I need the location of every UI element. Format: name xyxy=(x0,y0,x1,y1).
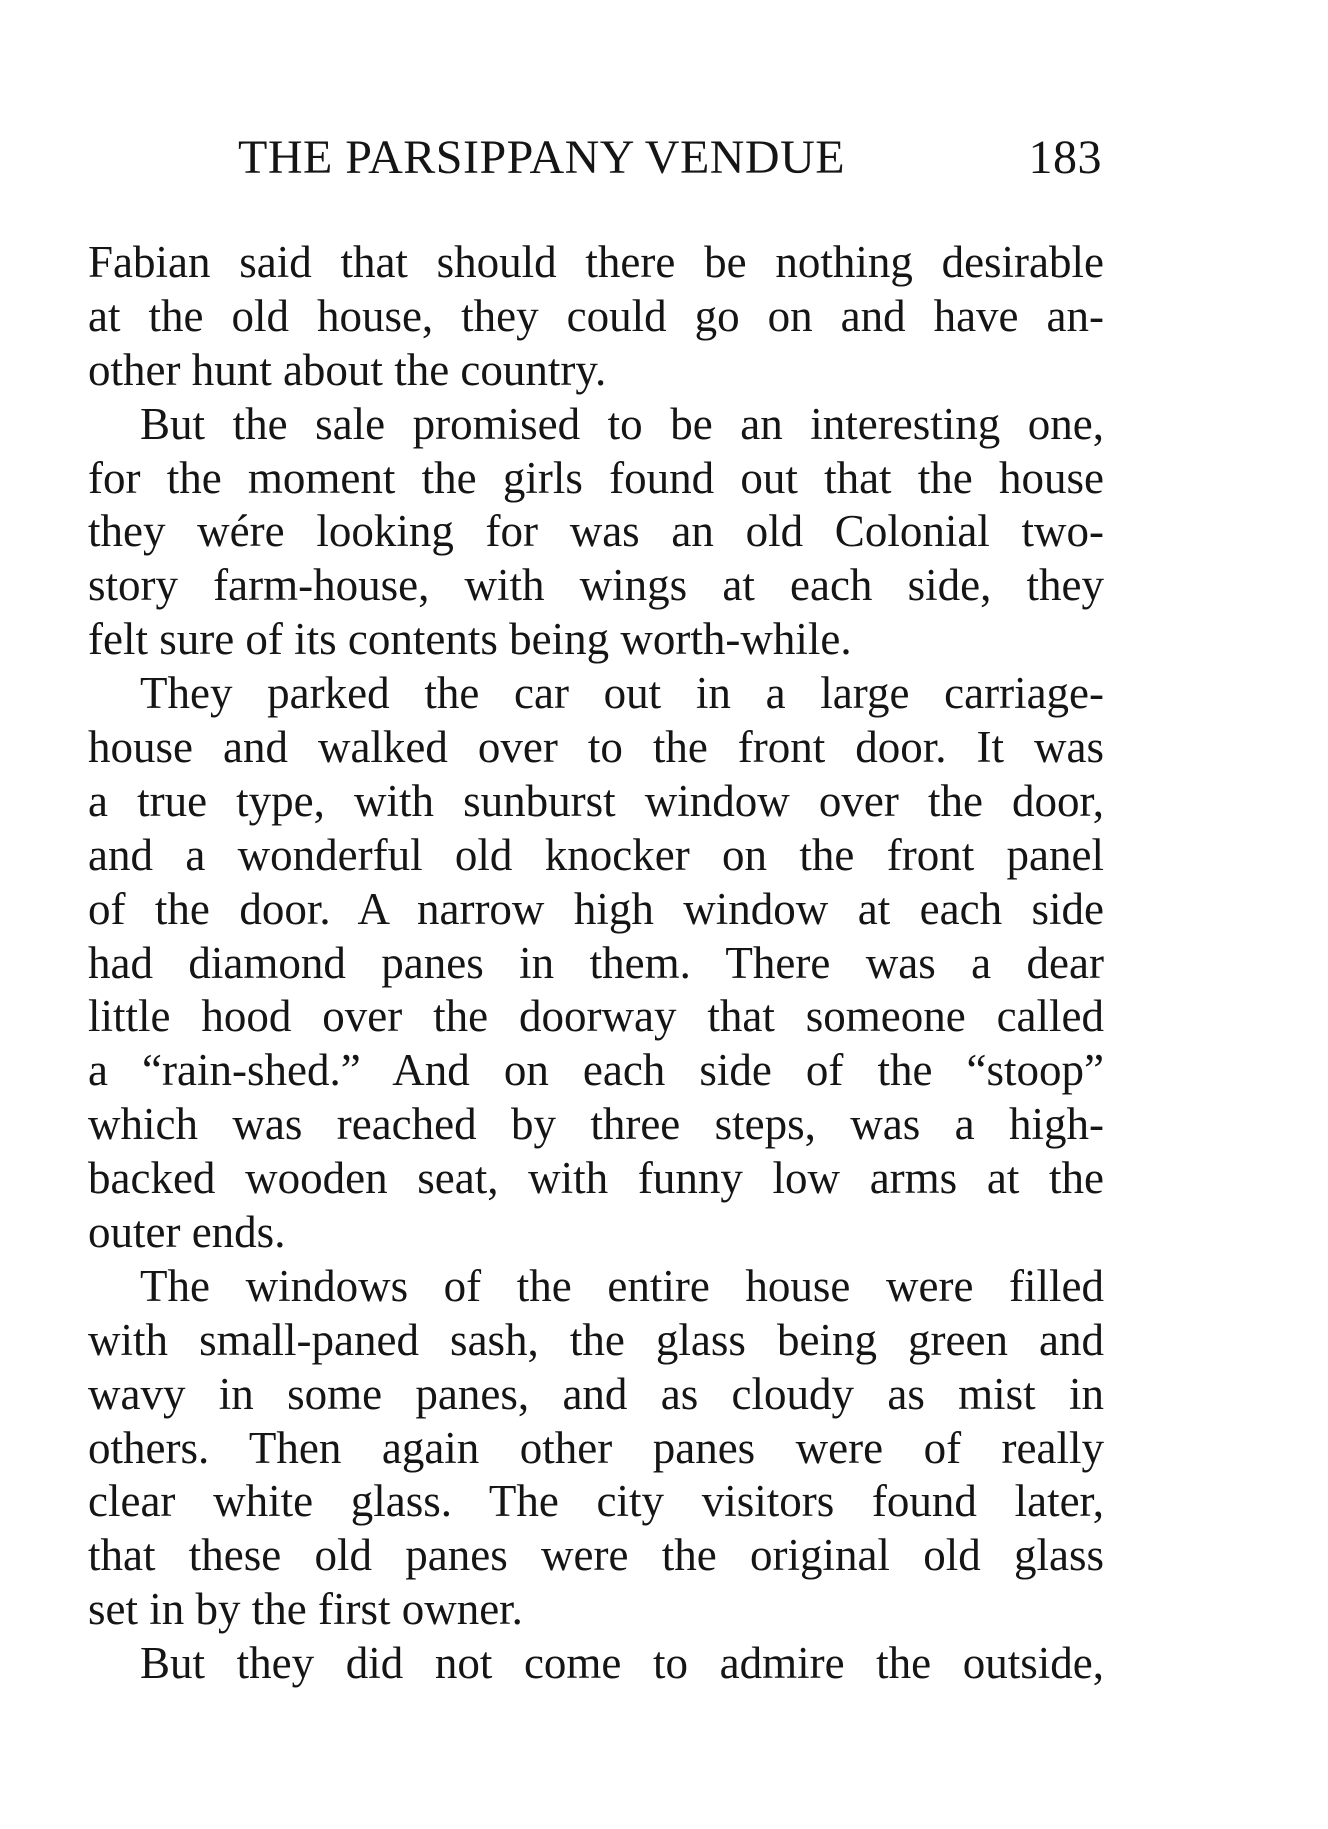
page-number: 183 xyxy=(1028,131,1102,184)
running-title: THE PARSIPPANY VENDUE xyxy=(238,131,846,184)
text-line: a “rain-shed.” And on each side of the “stoop” xyxy=(88,1045,1104,1096)
paragraph xyxy=(88,1637,1104,1691)
text-line: that these old panes were the original old glass xyxy=(88,1530,1104,1581)
text-line: for the moment the girls found out that the house xyxy=(88,452,1104,503)
text-line: But the sale promised to be an interesting one, xyxy=(140,398,1104,449)
text-line: and a wonderful old knocker on the front panel xyxy=(88,829,1104,880)
text-line: wavy in some panes, and as cloudy as mist in xyxy=(88,1368,1104,1419)
text-line: house and walked over to the front door. It was xyxy=(88,722,1104,773)
text-line: backed wooden seat, with funny low arms at the xyxy=(88,1153,1104,1204)
text-line: The windows of the entire house were filled xyxy=(140,1260,1104,1311)
text-line: story farm-house, with wings at each side, they xyxy=(88,560,1104,611)
text-line: they wére looking for was an old Colonial two- xyxy=(88,506,1104,557)
text-line: with small-paned sash, the glass being green and xyxy=(88,1314,1104,1365)
body-text xyxy=(88,236,1104,1691)
text-line: outer ends. xyxy=(88,1207,286,1258)
text-line: at the old house, they could go on and have an- xyxy=(88,290,1104,341)
text-line: clear white glass. The city visitors found later, xyxy=(88,1476,1104,1527)
text-line: of the door. A narrow high window at each side xyxy=(88,883,1104,934)
text-line: But they did not come to admire the outside, xyxy=(140,1638,1104,1689)
text-line: Fabian said that should there be nothing desirable xyxy=(88,237,1104,287)
text-line: felt sure of its contents being worth-while. xyxy=(88,614,852,665)
paragraph xyxy=(88,236,1104,398)
text-line: a true type, with sunburst window over the door, xyxy=(88,775,1104,826)
text-line: others. Then again other panes were of really xyxy=(88,1422,1104,1473)
paragraph xyxy=(88,667,1104,1260)
text-line: had diamond panes in them. There was a dear xyxy=(88,937,1104,988)
text-line: which was reached by three steps, was a high- xyxy=(88,1099,1104,1150)
text-line: other hunt about the country. xyxy=(88,344,607,395)
running-head xyxy=(238,128,1102,188)
paragraph xyxy=(88,398,1104,667)
text-line: little hood over the doorway that someone called xyxy=(88,991,1104,1042)
text-line: They parked the car out in a large carriage- xyxy=(140,668,1104,719)
text-line: set in by the first owner. xyxy=(88,1584,523,1635)
paragraph xyxy=(88,1260,1104,1637)
